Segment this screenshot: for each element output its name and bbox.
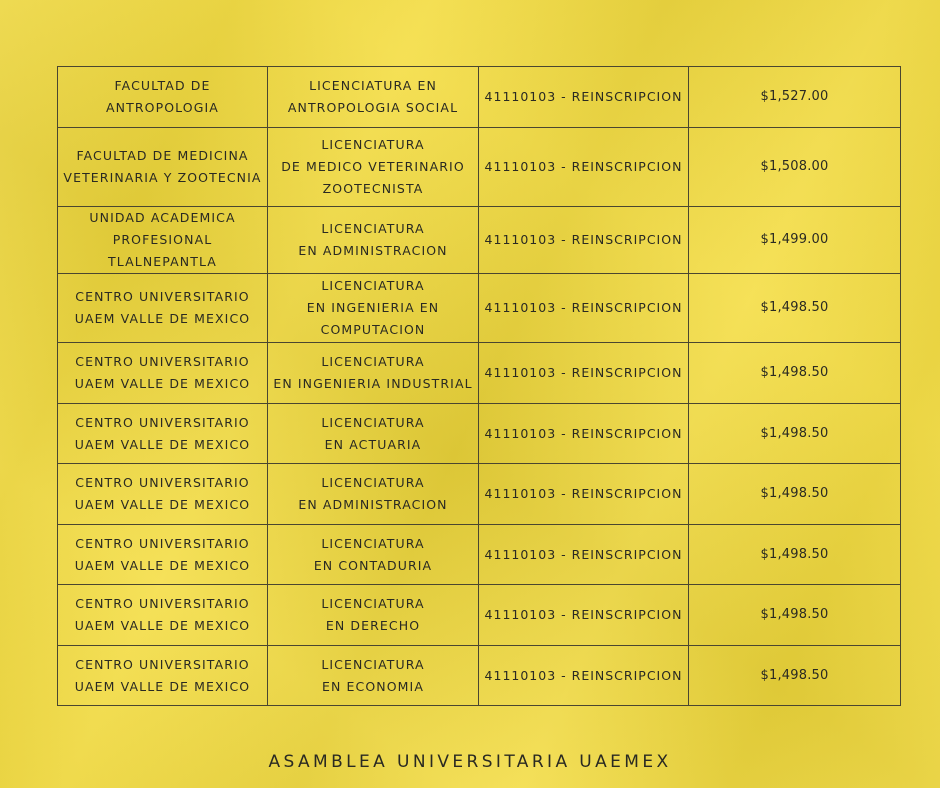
price-cell: $1,498.50 <box>689 274 901 343</box>
program-cell: LICENCIATURA EN ADMINISTRACION <box>268 464 479 525</box>
table-row <box>58 585 901 646</box>
program-cell: LICENCIATURA EN CONTADURIA <box>268 525 479 585</box>
fees-table <box>57 66 901 706</box>
table-row <box>58 67 901 128</box>
code-cell: 41110103 - REINSCRIPCION <box>479 128 689 207</box>
faculty-cell: CENTRO UNIVERSITARIO UAEM VALLE DE MEXICO <box>58 646 268 706</box>
price-cell: $1,498.50 <box>689 464 901 525</box>
code-cell: 41110103 - REINSCRIPCION <box>479 464 689 525</box>
code-cell: 41110103 - REINSCRIPCION <box>479 343 689 404</box>
table-row <box>58 207 901 274</box>
price-cell: $1,498.50 <box>689 585 901 646</box>
program-cell: LICENCIATURA EN INGENIERIA INDUSTRIAL <box>268 343 479 404</box>
table-row <box>58 464 901 525</box>
price-cell: $1,498.50 <box>689 343 901 404</box>
price-cell: $1,498.50 <box>689 525 901 585</box>
price-cell: $1,527.00 <box>689 67 901 128</box>
price-cell: $1,498.50 <box>689 404 901 464</box>
faculty-cell: CENTRO UNIVERSITARIO UAEM VALLE DE MEXICO <box>58 525 268 585</box>
code-cell: 41110103 - REINSCRIPCION <box>479 207 689 274</box>
price-cell: $1,498.50 <box>689 646 901 706</box>
code-cell: 41110103 - REINSCRIPCION <box>479 404 689 464</box>
code-cell: 41110103 - REINSCRIPCION <box>479 646 689 706</box>
table-row <box>58 274 901 343</box>
table-row <box>58 646 901 706</box>
faculty-cell: CENTRO UNIVERSITARIO UAEM VALLE DE MEXICO <box>58 464 268 525</box>
table-row <box>58 404 901 464</box>
faculty-cell: UNIDAD ACADEMICA PROFESIONAL TLALNEPANTLA <box>58 207 268 274</box>
faculty-cell: CENTRO UNIVERSITARIO UAEM VALLE DE MEXICO <box>58 343 268 404</box>
code-cell: 41110103 - REINSCRIPCION <box>479 585 689 646</box>
table-row <box>58 343 901 404</box>
program-cell: LICENCIATURA EN ACTUARIA <box>268 404 479 464</box>
program-cell: LICENCIATURA EN ADMINISTRACION <box>268 207 479 274</box>
price-cell: $1,499.00 <box>689 207 901 274</box>
program-cell: LICENCIATURA EN INGENIERIA EN COMPUTACION <box>268 274 479 343</box>
faculty-cell: CENTRO UNIVERSITARIO UAEM VALLE DE MEXICO <box>58 404 268 464</box>
fees-table-body <box>58 67 901 706</box>
faculty-cell: CENTRO UNIVERSITARIO UAEM VALLE DE MEXICO <box>58 274 268 343</box>
faculty-cell: FACULTAD DE ANTROPOLOGIA <box>58 67 268 128</box>
table-row <box>58 525 901 585</box>
code-cell: 41110103 - REINSCRIPCION <box>479 67 689 128</box>
program-cell: LICENCIATURA EN ECONOMIA <box>268 646 479 706</box>
faculty-cell: FACULTAD DE MEDICINA VETERINARIA Y ZOOTECNIA <box>58 128 268 207</box>
program-cell: LICENCIATURA DE MEDICO VETERINARIO ZOOTECNISTA <box>268 128 479 207</box>
footer-title: ASAMBLEA UNIVERSITARIA UAEMEX <box>268 752 672 772</box>
program-cell: LICENCIATURA EN DERECHO <box>268 585 479 646</box>
faculty-cell: CENTRO UNIVERSITARIO UAEM VALLE DE MEXICO <box>58 585 268 646</box>
code-cell: 41110103 - REINSCRIPCION <box>479 274 689 343</box>
table-row <box>58 128 901 207</box>
price-cell: $1,508.00 <box>689 128 901 207</box>
code-cell: 41110103 - REINSCRIPCION <box>479 525 689 585</box>
program-cell: LICENCIATURA EN ANTROPOLOGIA SOCIAL <box>268 67 479 128</box>
